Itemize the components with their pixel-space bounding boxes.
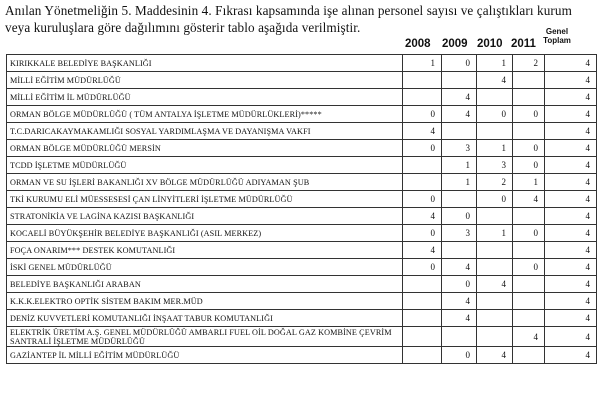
table-row — [7, 174, 597, 191]
cell-total: 4 — [545, 347, 597, 364]
cell-2011: 0 — [513, 157, 545, 174]
institution-name-cell: MİLLİ EĞİTİM İL MÜDÜRLÜĞÜ — [7, 89, 403, 106]
cell-2008 — [403, 157, 442, 174]
cell-2011: 0 — [513, 106, 545, 123]
cell-2009: 4 — [442, 293, 477, 310]
header-total: Genel Toplam — [543, 27, 571, 45]
institution-name-cell: T.C.DARICAKAYMAKAMLIĞI SOSYAL YARDIMLAŞMA VE DAYANIŞMA VAKFI — [7, 123, 403, 140]
table-row — [7, 191, 597, 208]
cell-2008: 4 — [403, 208, 442, 225]
header-2008: 2008 — [405, 38, 431, 50]
cell-2010: 4 — [477, 276, 513, 293]
cell-2008 — [403, 174, 442, 191]
cell-2011 — [513, 347, 545, 364]
cell-2009: 4 — [442, 89, 477, 106]
distribution-table — [6, 54, 597, 364]
cell-2010 — [477, 259, 513, 276]
cell-2009: 1 — [442, 174, 477, 191]
institution-name-cell: ORMAN BÖLGE MÜDÜRLÜĞÜ ( TÜM ANTALYA İŞLETME MÜDÜRLÜKLERİ)***** — [7, 106, 403, 123]
cell-2010 — [477, 293, 513, 310]
cell-2010 — [477, 208, 513, 225]
table-row — [7, 259, 597, 276]
cell-2011: 4 — [513, 327, 545, 347]
cell-2009 — [442, 191, 477, 208]
cell-2011: 2 — [513, 55, 545, 72]
table-row — [7, 242, 597, 259]
institution-name-cell: K.K.K.ELEKTRO OPTİK SİSTEM BAKIM MER.MÜD — [7, 293, 403, 310]
cell-2008: 0 — [403, 191, 442, 208]
table-row — [7, 327, 597, 347]
cell-total: 4 — [545, 191, 597, 208]
cell-total: 4 — [545, 157, 597, 174]
cell-2008: 0 — [403, 225, 442, 242]
cell-total: 4 — [545, 225, 597, 242]
cell-total: 4 — [545, 208, 597, 225]
cell-2008: 4 — [403, 123, 442, 140]
cell-total: 4 — [545, 89, 597, 106]
cell-2011 — [513, 123, 545, 140]
cell-2011 — [513, 208, 545, 225]
cell-2011: 0 — [513, 225, 545, 242]
table-row — [7, 276, 597, 293]
cell-2010 — [477, 327, 513, 347]
institution-name-cell: BELEDİYE BAŞKANLIĞI ARABAN — [7, 276, 403, 293]
cell-2011: 0 — [513, 259, 545, 276]
cell-total: 4 — [545, 259, 597, 276]
cell-2011: 4 — [513, 191, 545, 208]
cell-2010 — [477, 89, 513, 106]
cell-2008 — [403, 293, 442, 310]
table-row — [7, 89, 597, 106]
institution-name-cell: ELEKTRİK ÜRETİM A.Ş. GENEL MÜDÜRLÜĞÜ AMBARLI FUEL OİL DOĞAL GAZ KOMBİNE ÇEVRİM SANTRALİ İŞLETME MÜDÜRLÜĞÜ — [7, 327, 403, 347]
table-row — [7, 55, 597, 72]
table-row — [7, 157, 597, 174]
institution-name-cell: KOCAELİ BÜYÜKŞEHİR BELEDİYE BAŞKANLIĞI (ASIL MERKEZ) — [7, 225, 403, 242]
cell-2009: 0 — [442, 276, 477, 293]
cell-total: 4 — [545, 106, 597, 123]
cell-2010: 0 — [477, 106, 513, 123]
cell-2008 — [403, 72, 442, 89]
cell-total: 4 — [545, 55, 597, 72]
cell-2009: 1 — [442, 157, 477, 174]
cell-total: 4 — [545, 123, 597, 140]
table-row — [7, 106, 597, 123]
cell-2008: 1 — [403, 55, 442, 72]
cell-2011 — [513, 89, 545, 106]
cell-2010 — [477, 123, 513, 140]
cell-2010 — [477, 310, 513, 327]
table-row — [7, 123, 597, 140]
institution-name-cell: ORMAN VE SU İŞLERİ BAKANLIĞI XV BÖLGE MÜDÜRLÜĞÜ ADIYAMAN ŞUB — [7, 174, 403, 191]
cell-2011: 0 — [513, 140, 545, 157]
table-row — [7, 310, 597, 327]
cell-2009: 3 — [442, 140, 477, 157]
cell-total: 4 — [545, 242, 597, 259]
cell-2008 — [403, 89, 442, 106]
cell-2008: 0 — [403, 106, 442, 123]
institution-name-cell: DENİZ KUVVETLERİ KOMUTANLIĞI İNŞAAT TABUR KOMUTANLIĞI — [7, 310, 403, 327]
institution-name-cell: TKİ KURUMU ELİ MÜESSESESİ ÇAN LİNYİTLERİ İŞLETME MÜDÜRLÜĞÜ — [7, 191, 403, 208]
cell-2010: 1 — [477, 55, 513, 72]
cell-2008 — [403, 327, 442, 347]
cell-2011: 1 — [513, 174, 545, 191]
cell-total: 4 — [545, 174, 597, 191]
institution-name-cell: MİLLİ EĞİTİM MÜDÜRLÜĞÜ — [7, 72, 403, 89]
cell-2008: 4 — [403, 242, 442, 259]
cell-2009: 0 — [442, 208, 477, 225]
cell-2011 — [513, 242, 545, 259]
cell-2011 — [513, 310, 545, 327]
cell-total: 4 — [545, 140, 597, 157]
cell-2009: 4 — [442, 106, 477, 123]
cell-2010: 2 — [477, 174, 513, 191]
institution-name-cell: ORMAN BÖLGE MÜDÜRLÜĞÜ MERSİN — [7, 140, 403, 157]
cell-2010 — [477, 242, 513, 259]
cell-total: 4 — [545, 72, 597, 89]
table-row — [7, 140, 597, 157]
cell-2008 — [403, 347, 442, 364]
cell-total: 4 — [545, 276, 597, 293]
institution-name-cell: GAZİANTEP İL MİLLİ EĞİTİM MÜDÜRLÜĞÜ — [7, 347, 403, 364]
cell-2010: 3 — [477, 157, 513, 174]
cell-2011 — [513, 276, 545, 293]
cell-total: 4 — [545, 310, 597, 327]
header-2010: 2010 — [477, 38, 503, 50]
cell-2009: 4 — [442, 259, 477, 276]
cell-2009: 0 — [442, 347, 477, 364]
cell-2008 — [403, 310, 442, 327]
cell-2010: 0 — [477, 191, 513, 208]
cell-total: 4 — [545, 293, 597, 310]
cell-2009 — [442, 242, 477, 259]
cell-2010: 1 — [477, 140, 513, 157]
cell-total: 4 — [545, 327, 597, 347]
institution-name-cell: KIRIKKALE BELEDİYE BAŞKANLIĞI — [7, 55, 403, 72]
cell-2009 — [442, 327, 477, 347]
institution-name-cell: FOÇA ONARIM*** DESTEK KOMUTANLIĞI — [7, 242, 403, 259]
table-row — [7, 293, 597, 310]
cell-2010: 4 — [477, 72, 513, 89]
institution-name-cell: İSKİ GENEL MÜDÜRLÜĞÜ — [7, 259, 403, 276]
cell-2010: 4 — [477, 347, 513, 364]
cell-2008: 0 — [403, 259, 442, 276]
cell-2009: 3 — [442, 225, 477, 242]
cell-2009 — [442, 123, 477, 140]
intro-paragraph: Anılan Yönetmeliğin 5. Maddesinin 4. Fıkrası kapsamında işe alınan personel sayısı ve çalıştıkları kurum veya kuruluşlara göre dağılımını gösterir tablo aşağıda verilmiştir. — [5, 3, 572, 35]
table-row — [7, 72, 597, 89]
table-row — [7, 208, 597, 225]
cell-2008: 0 — [403, 140, 442, 157]
table-row — [7, 225, 597, 242]
cell-2008 — [403, 276, 442, 293]
cell-2010: 1 — [477, 225, 513, 242]
cell-2011 — [513, 293, 545, 310]
cell-2011 — [513, 72, 545, 89]
header-2011: 2011 — [511, 38, 536, 50]
cell-2009 — [442, 72, 477, 89]
header-2009: 2009 — [442, 38, 468, 50]
cell-2009: 4 — [442, 310, 477, 327]
institution-name-cell: STRATONİKİA VE LAGİNA KAZISI BAŞKANLIĞI — [7, 208, 403, 225]
table-row — [7, 347, 597, 364]
cell-2009: 0 — [442, 55, 477, 72]
institution-name-cell: TCDD İŞLETME MÜDÜRLÜĞÜ — [7, 157, 403, 174]
